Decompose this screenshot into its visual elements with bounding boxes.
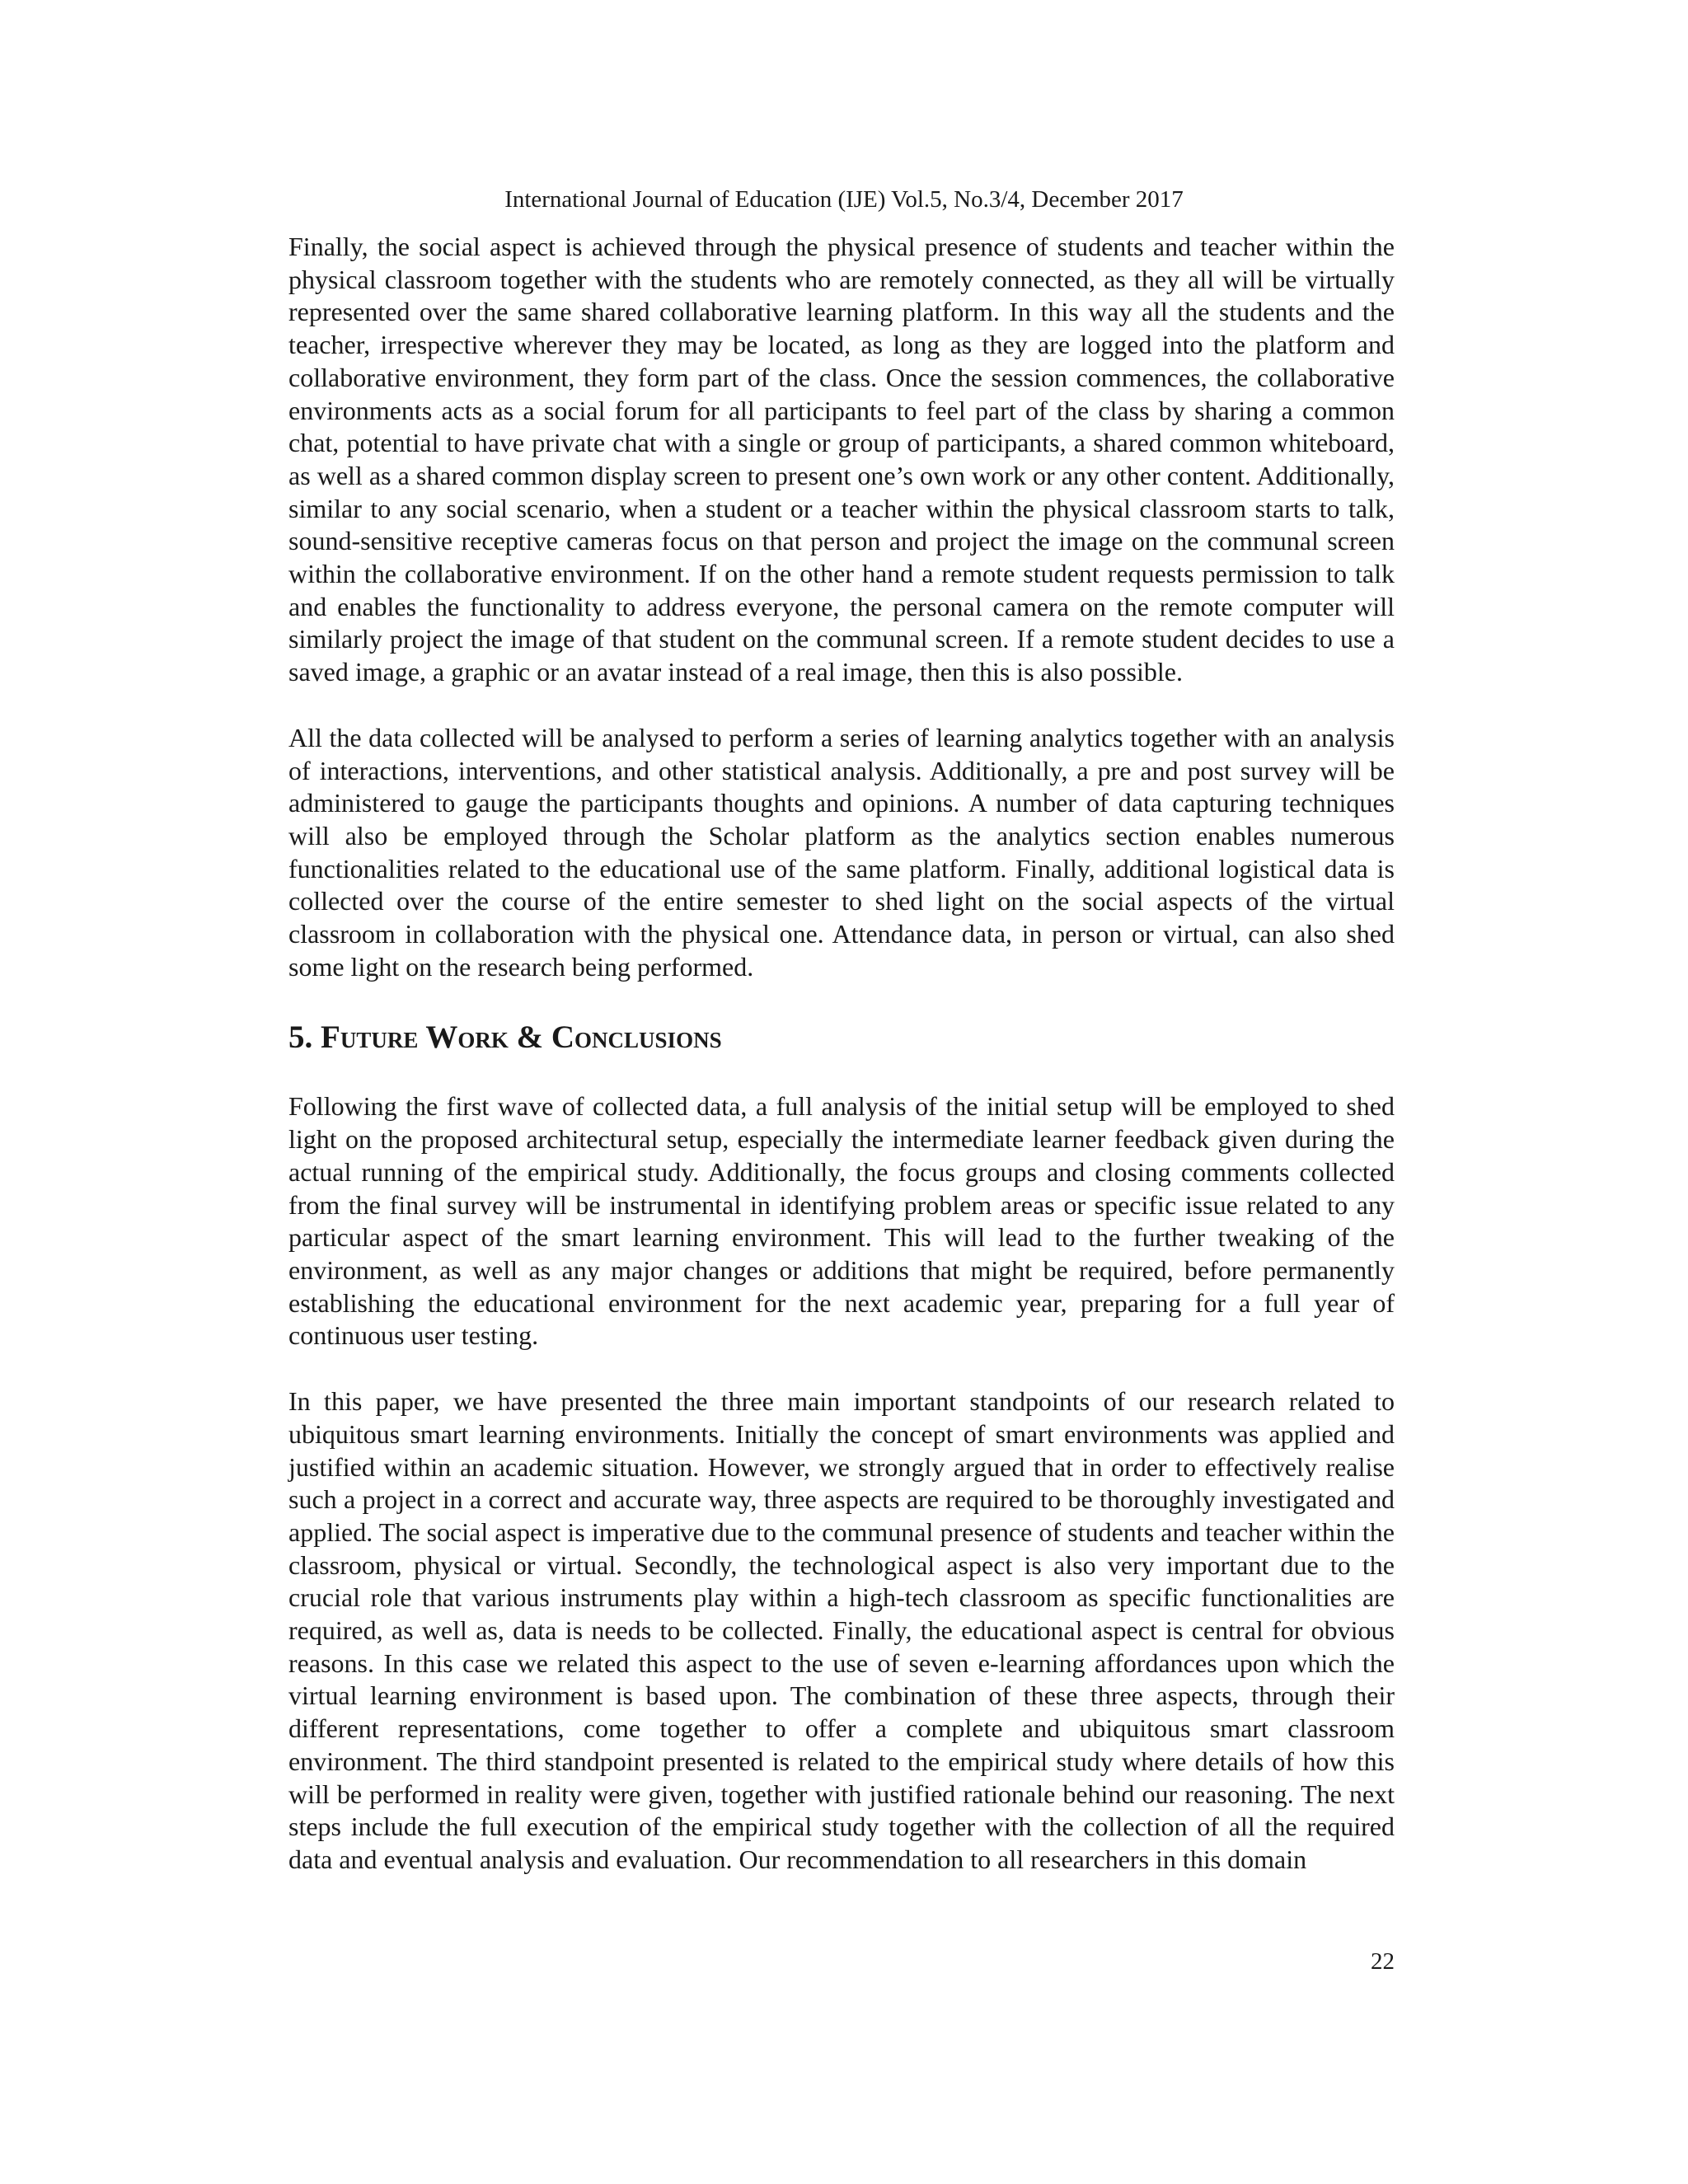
section-heading-future-work: 5. Future Work & Conclusions xyxy=(288,1019,722,1056)
paragraph-social-aspect: Finally, the social aspect is achieved through the physical presence of students and teacher within the physical classroom together with the students who are remotely connected, as they all will be virtually represented over the same shared collaborative learning platform. In this way all the students and the teacher, irrespective wherever they may be located, as long as they are logged into the platform and collaborative environment, they form part of the class. Once the session commences, the collaborative environments acts as a social forum for all participants to feel part of the class by sharing a common chat, potential to have private chat with a single or group of participants, a shared common whiteboard, as well as a shared common display screen to present one’s own work or any other content. Additionally, similar to any social scenario, when a student or a teacher within the physical classroom starts to talk, sound-sensitive receptive cameras focus on that person and project the image on the communal screen within the collaborative environment. If on the other hand a remote student requests permission to talk and enables the functionality to address everyone, the personal camera on the remote computer will similarly project the image of that student on the communal screen. If a remote student decides to use a saved image, a graphic or an avatar instead of a real image, then this is also possible. xyxy=(288,232,1395,687)
paragraph-future-work: Following the first wave of collected data, a full analysis of the initial setup will be employed to shed light on the proposed architectural setup, especially the intermediate learner feedback given during the actual running of the empirical study. Additionally, the focus groups and closing comments collected from the final survey will be instrumental in identifying problem areas or specific issue related to any particular aspect of the smart learning environment. This will lead to the further tweaking of the environment, as well as any major changes or additions that might be required, before permanently establishing the educational environment for the next academic year, preparing for a full year of continuous user testing. xyxy=(288,1091,1395,1351)
page-number: 22 xyxy=(1371,1948,1395,1975)
paragraph-conclusions: In this paper, we have presented the three main important standpoints of our research related to ubiquitous smart learning environments. Initially the concept of smart environments was applied and justified within an academic situation. However, we strongly argued that in order to effectively realise such a project in a correct and accurate way, three aspects are required to be thoroughly investigated and applied. The social aspect is imperative due to the communal presence of students and teacher within the classroom, physical or virtual. Secondly, the technological aspect is also very important due to the crucial role that various instruments play within a high-tech classroom as specific functionalities are required, as well as, data is needs to be collected. Finally, the educational aspect is central for obvious reasons. In this case we related this aspect to the use of seven e-learning affordances upon which the virtual learning environment is based upon. The combination of these three aspects, through their different representations, come together to offer a complete and ubiquitous smart classroom environment. The third standpoint presented is related to the empirical study where details of how this will be performed in reality were given, together with justified rationale behind our reasoning. The next steps include the full execution of the empirical study together with the collection of all the required data and eventual analysis and evaluation. Our recommendation to all researchers in this domain xyxy=(288,1386,1395,1874)
paragraph-data-analysis: All the data collected will be analysed to perform a series of learning analytics together with an analysis of interactions, interventions, and other statistical analysis. Additionally, a pre and post survey will be administered to gauge the participants thoughts and opinions. A number of data capturing techniques will also be employed through the Scholar platform as the analytics section enables numerous functionalities related to the educational use of the same platform. Finally, additional logistical data is collected over the course of the entire semester to shed light on the social aspects of the virtual classroom in collaboration with the physical one. Attendance data, in person or virtual, can also shed some light on the research being performed. xyxy=(288,722,1395,982)
page-body xyxy=(288,231,1395,1877)
running-header: International Journal of Education (IJE) Vol.5, No.3/4, December 2017 xyxy=(504,186,1184,213)
